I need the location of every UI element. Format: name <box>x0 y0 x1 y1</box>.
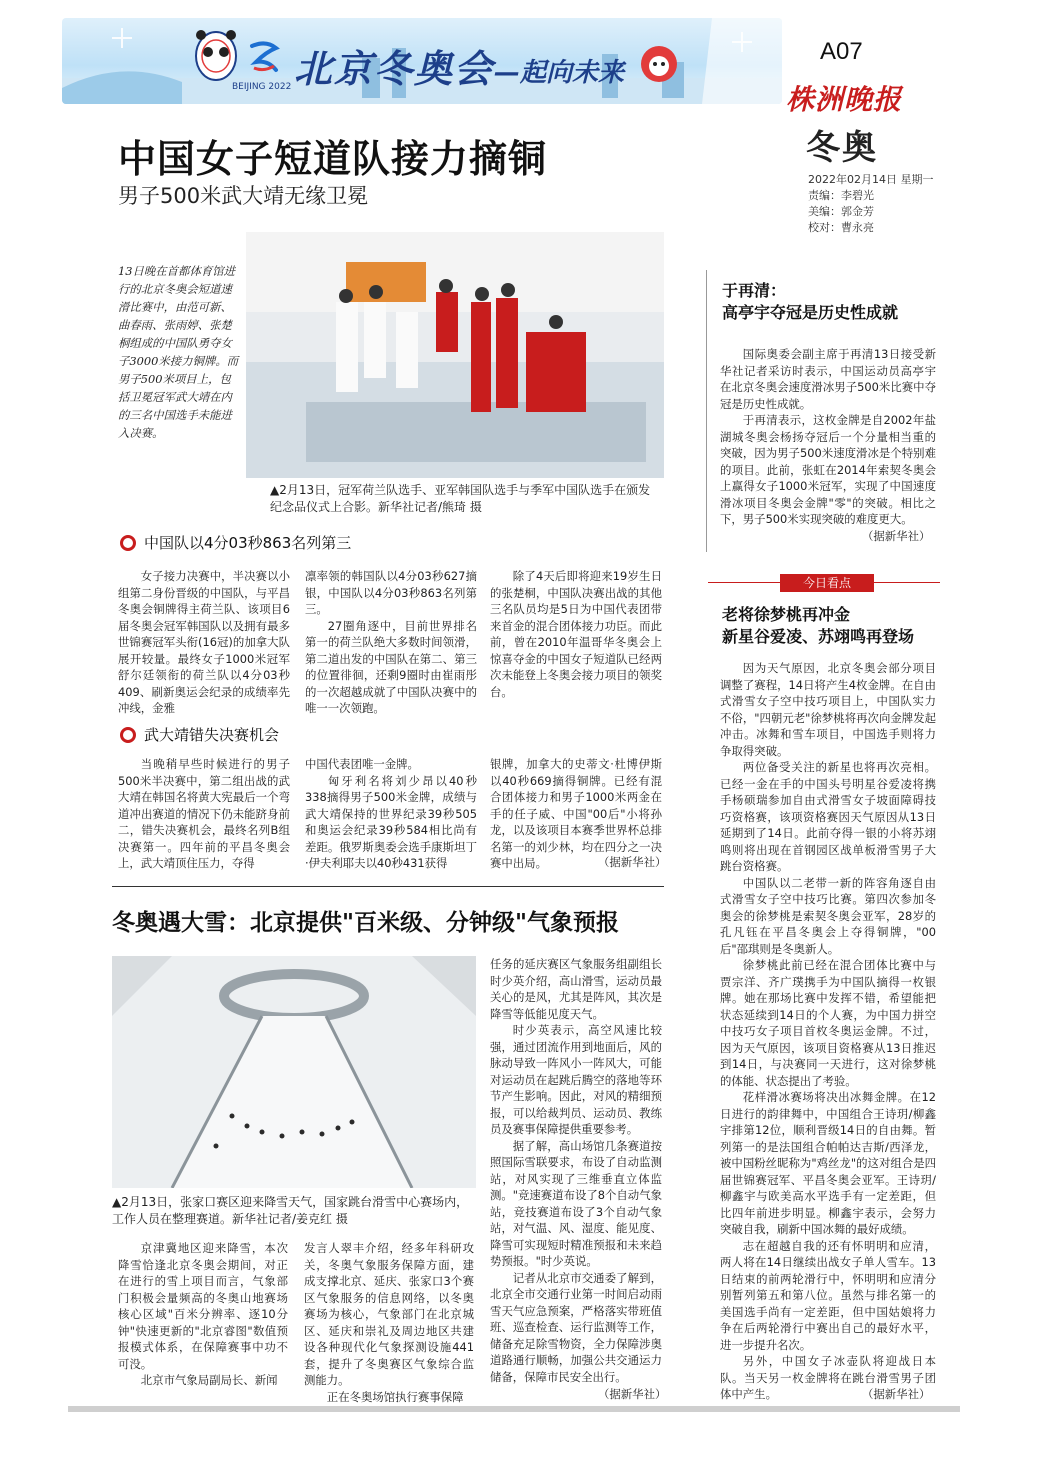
section1-head-text: 中国队以4分03秒863名列第三 <box>144 534 352 552</box>
issue-date: 2022年02月14日 星期一 <box>808 173 934 186</box>
paragraph: 当晚稍早些时候进行的男子500米半决赛中，第二组出战的武大靖在韩国名将黄大宪最后一个弯道冲出赛道的情况下仍未能跻身前二，错失决赛机会，最终名列B组决赛第一。四年前的平昌冬奥会上，武大靖顶住压力，夺得 <box>118 757 290 870</box>
article1-photo-caption: ▲2月13日，冠军荷兰队选手、亚军韩国队选手与季军中国队选手在颁发纪念品仪式上合影。新华社记者/熊琦 摄 <box>270 483 651 514</box>
article1-title: 中国女子短道队接力摘铜 <box>118 136 548 181</box>
paragraph: 国际奥委会副主席于再清13日接受新华社记者采访时表示，中国运动员高亭宇在北京冬奥会速度滑冰男子500米比赛中夺冠是历史性成就。 <box>720 347 936 411</box>
article2-col1 <box>118 1240 288 1389</box>
article2-source: （据新华社） <box>598 1387 667 1401</box>
ski-jump-photo <box>112 956 476 1188</box>
paragraph: 因为天气原因，北京冬奥会部分项目调整了赛程，14日将产生4枚金牌。在自由式滑雪女子空中技巧项目上，中国队实力不俗，"四朝元老"徐梦桃将再次向金牌发起冲击。冰舞和雪车项目，中国选手则将力争取得突破。 <box>720 661 936 758</box>
paragraph: 两位备受关注的新星也将再次亮相。已经一金在手的中国头号明星谷爱凌将携手杨硕瑞参加自由式滑雪女子坡面障碍技巧资格赛，该项资格赛因天气原因从13日延期到了14日。此前夺得一银的小将苏翊鸣则将出现在首钢园区战单板滑雪男子大跳台资格赛。 <box>720 760 936 873</box>
banner-title: 北京冬奥会 <box>294 46 495 91</box>
section1-col1 <box>118 568 290 717</box>
paragraph: 正在冬奥场馆执行赛事保障 <box>326 1389 464 1404</box>
section-name: 冬奥 <box>806 128 878 168</box>
ski-jump-photo-graphic <box>112 956 476 1188</box>
paragraph: 据了解，高山场馆几条赛道按照国际雪联要求，布设了自动监测站，对风实现了三维垂直立体监测。"竞速赛道布设了8个自动气象站，竞技赛道布设了3个自动气象站，对气温、风、湿度、能见度、降雪可实现短时精准预报和未来趋势预报。"时少英说。 <box>490 1138 662 1268</box>
mascot-panda-icon <box>192 26 240 84</box>
designer: 美编：郭金芳 <box>808 205 874 218</box>
paragraph: 北京市气象局副局长、新闻 <box>140 1373 278 1387</box>
mascot-lantern-icon <box>638 40 680 90</box>
sidebar2-source: （据新华社） <box>862 1387 931 1401</box>
banner-slogan: —起向未来 <box>494 58 625 88</box>
article2-col3 <box>490 956 662 1385</box>
paragraph: 女子接力决赛中，半决赛以小组第二身份晋级的中国队，与平昌冬奥会铜牌得主荷兰队、该项目6届冬奥会冠军韩国队以及拥有最多世锦赛冠军头衔(16冠)的加拿大队展开较量。最终女子1000米冠军舒尔廷领衔的荷兰队以4分03秒409、刷新奥运会纪录的成绩率先冲线，金雅 <box>118 569 290 715</box>
paper-name: 株洲晚报 <box>786 83 903 116</box>
paragraph: 另外，中国女子冰壶队将迎战日本队。当天另一枚金牌将在跳台滑雪男子团体中产生。 <box>720 1354 936 1401</box>
paragraph: 志在超越自我的还有怀明明和应清，两人将在14日继续出战女子单人雪车。13日结束的前两轮滑行中，怀明明和应清分别暂列第五和第八位。虽然与排名第一的美国选手尚有一定差距，但中国姑娘将力争在后两轮滑行中赛出自己的最好水平，进一步提升名次。 <box>720 1238 936 1352</box>
section1-col2 <box>305 568 477 717</box>
section2-head-text: 武大靖错失决赛机会 <box>144 726 280 744</box>
header-banner <box>62 18 782 104</box>
sidebar2-title-line2: 新星谷爱凌、苏翊鸣再登场 <box>722 627 915 646</box>
sidebar-divider <box>706 270 707 552</box>
paragraph: 中国队以二老带一新的阵容角逐自由式滑雪女子空中技巧比赛。第四次参加冬奥会的徐梦桃是索契冬奥会亚军，28岁的孔凡钰在平昌冬奥会上夺得铜牌，"00后"邵琪则是冬奥新人。 <box>720 875 936 956</box>
section2-col2 <box>305 756 477 872</box>
paragraph: 银牌，加拿大的史蒂文·杜博伊斯以40秒669摘得铜牌。已经有混合团体接力和男子1000米两金在手的任子威、中国"00后"小将孙龙，以及该项目本赛季世界杯总排名第一的刘少林，均在四分之一决赛中出局。 <box>490 757 662 870</box>
bullet-ring-icon <box>120 535 136 551</box>
section2-head <box>120 724 279 745</box>
paragraph: 记者从北京市交通委了解到，北京全市交通行业第一时间启动雨雪天气应急预案，严格落实带班值班、巡查检查、运行监测等工作，储备充足除雪物资，全力保障涉奥道路通行顺畅，加强公共交通运力储备，保障市民安全出行。 <box>490 1270 662 1384</box>
paragraph: 27圈角逐中，目前世界排名第一的荷兰队绝大多数时间领滑，第二道出发的中国队在第二、第三的位置徘徊，还剩9圈时由崔雨彤的一次超越成就了中国队决赛中的唯一一次领跑。 <box>305 618 477 715</box>
sidebar2-body <box>720 660 936 1403</box>
paragraph: 除了4天后即将迎来19岁生日的张楚桐，中国队决赛出战的其他三名队员均是5日为中国代表团带来首金的混合团体接力功臣。而此前，曾在2010年温哥华冬奥会上惊喜夺金的中国女子短道队已经两次未能登上冬奥会接力项目的领奖台。 <box>490 569 662 699</box>
sidebar1-title-line1: 于再清： <box>722 281 787 300</box>
paragraph: 徐梦桃此前已经在混合团体比赛中与贾宗洋、齐广璞携手为中国队摘得一枚银牌。她在那场比赛中发挥不错，希望能把状态延续到14日的个人赛，为中国力拼空中技巧女子项目首枚冬奥运金牌。不过，因为天气原因，该项目资格赛从13日推迟到14日，与决赛同一天进行，这对徐梦桃的体能、状态提出了考验。 <box>720 958 936 1088</box>
podium-photo <box>246 232 664 478</box>
olympic-emblem-icon <box>246 38 282 78</box>
sidebar2-tag: 今日看点 <box>780 574 874 592</box>
section1-col3 <box>490 568 662 700</box>
section2-col1 <box>118 756 290 872</box>
editor: 责编：李碧光 <box>808 189 874 202</box>
sidebar1-title-line2: 高亭宇夺冠是历史性成就 <box>722 303 899 322</box>
paragraph: 中国代表团唯一金牌。 <box>305 757 419 771</box>
paragraph: 发言人翠丰介绍，经多年科研攻关，冬奥气象服务保障方面，建成支撑北京、延庆、张家口3个赛区气象服务的信息网络，以冬奥赛场为核心，气象部门在北京城区、延庆和崇礼及周边地区共建设各种现代化气象探测设施441套，提升了冬奥赛区气象综合监测能力。 <box>304 1241 474 1387</box>
sidebar1-body <box>720 346 936 528</box>
article1-subtitle: 男子500米武大靖无缘卫冕 <box>118 184 369 208</box>
paragraph: 时少英表示，高空风速比较强，通过团流作用到地面后，风的脉动导致一阵风小一阵风大，可能对运动员在起跳后腾空的落地等环节产生影响。因此，对风的精细预报，可以给裁判员、运动员、教练员及赛事保障提供重要参考。 <box>490 1023 662 1136</box>
article1-lead: 13日晚在首都体育馆进行的北京冬奥会短道速滑比赛中，由范可新、曲春雨、张雨婷、张楚桐组成的中国队勇夺女子3000米接力铜牌。而男子500米项目上，包括卫冕冠军武大靖在内的三名中国选手未能进入决赛。 <box>118 264 239 440</box>
article1-source: （据新华社） <box>598 855 667 869</box>
podium-photo-graphic <box>246 232 664 478</box>
article2-photo-caption: ▲2月13日，张家口赛区迎来降雪天气，国家跳台滑雪中心赛场内，工作人员在整理赛道。新华社记者/姜克红 摄 <box>112 1195 469 1226</box>
article2-col2 <box>304 1240 474 1405</box>
banner-logo-text: BEIJING 2022 <box>232 82 292 92</box>
paragraph: 京津冀地区迎来降雪，本次降雪恰逢北京冬奥会期间，对正在进行的雪上项目而言，气象部门积极会量频高的冬奥山地赛场核心区域"百米分辨率、逐10分钟"快速更新的"北京睿图"数值预报模式体系，在保障赛事中功不可没。 <box>118 1241 288 1371</box>
page-bottom-rule <box>68 1406 960 1412</box>
sidebar1-source: （据新华社） <box>862 529 931 543</box>
paragraph: 花样滑冰赛场将决出冰舞金牌。在12日进行的韵律舞中，中国组合王诗玥/柳鑫宇排第12位，顺利晋级14日的自由舞。暂列第一的是法国组合帕帕达吉斯/西泽龙，被中国粉丝昵称为"鸡丝龙"的这对组合是四届世锦赛冠军、平昌冬奥会亚军。王诗玥/柳鑫宇与欧美高水平选手有一定差距，但比四年前进步明显。柳鑫宇表示，会努力突破自我，刷新中国冰舞的最好成绩。 <box>720 1090 936 1236</box>
article2-title: 冬奥遇大雪：北京提供"百米级、分钟级"气象预报 <box>112 909 619 936</box>
proofreader: 校对：曹永亮 <box>808 221 874 234</box>
bullet-ring-icon <box>120 727 136 743</box>
paragraph: 凛率领的韩国队以4分03秒627摘银，中国队以4分03秒863名列第三。 <box>305 569 477 616</box>
paragraph: 于再清表示，这枚金牌是自2002年盐湖城冬奥会杨扬夺冠后一个分量相当重的突破，因为男子500米速度滑冰是个特别难的项目。此前，张虹在2014年索契冬奥会上赢得女子1000米冠军，实现了中国速度滑冰项目冬奥会金牌"零"的突破。相比之下，男子500米实现突破的难度更大。 <box>720 413 936 526</box>
section1-head <box>120 532 351 553</box>
article-divider <box>112 886 664 887</box>
sidebar2-title-line1: 老将徐梦桃再冲金 <box>722 605 851 624</box>
paragraph: 任务的延庆赛区气象服务组副组长时少英介绍，高山滑雪，运动员最关心的是风，尤其是阵风，其次是降雪等低能见度天气。 <box>490 957 662 1021</box>
paragraph: 匈牙利名将刘少昂以40秒338摘得男子500米金牌，成绩与武大靖保持的世界纪录39秒505和奥运会纪录39秒584相比尚有差距。俄罗斯奥委会选手康斯坦丁·伊夫利耶夫以40秒431获得 <box>305 773 477 870</box>
page-number: A07 <box>820 38 863 65</box>
